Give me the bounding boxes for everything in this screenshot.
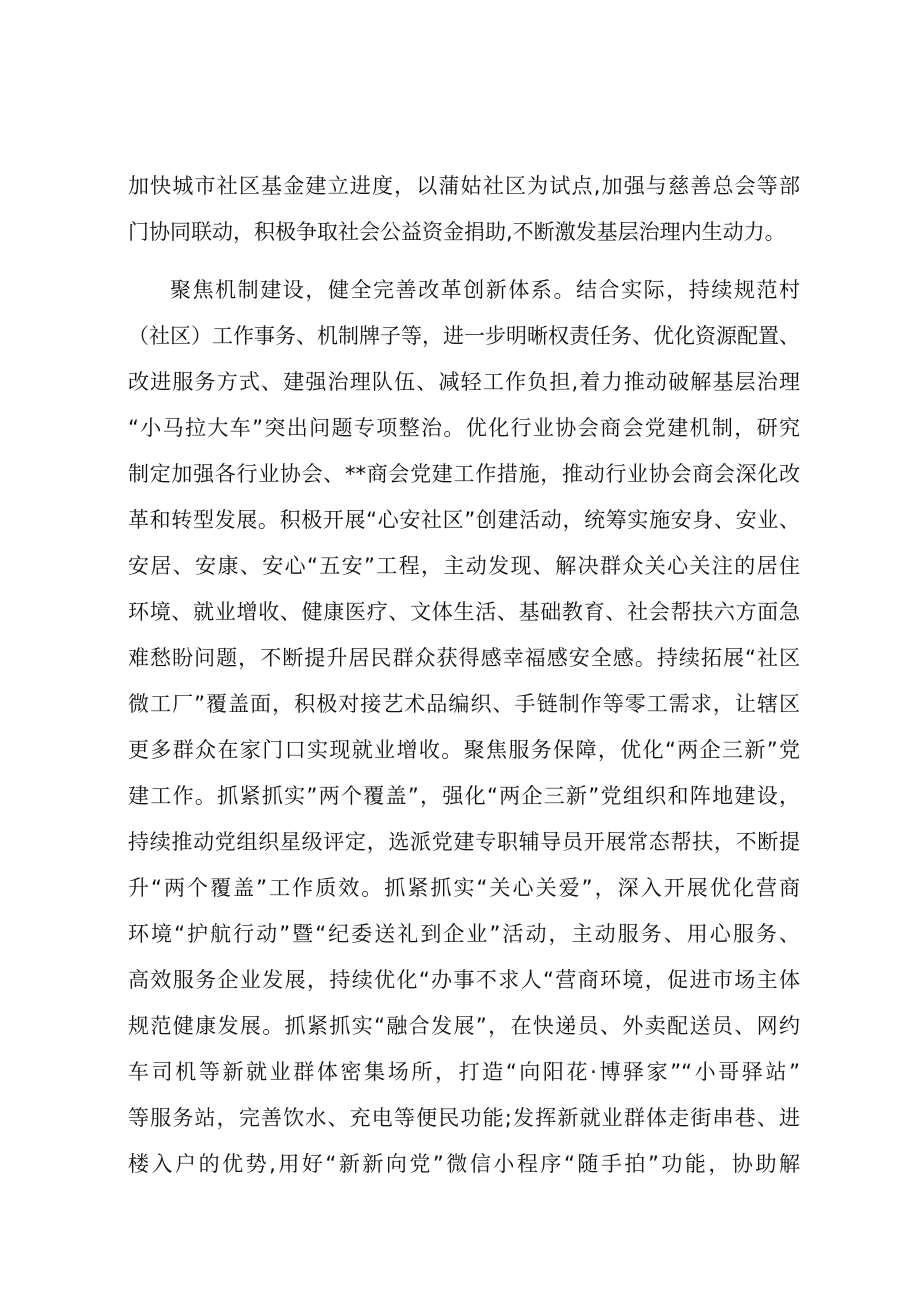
paragraph: [128, 163, 800, 255]
text-line: 改进服务方式、建强治理队伍、减轻工作负担,着力推动破解基层治理: [128, 370, 800, 394]
text-line: 制定加强各行业协会、**商会党建工作措施，推动行业协会商会深化改: [128, 462, 800, 486]
text-line: 车司机等新就业群体密集场所，打造“向阳花·博驿家”“小哥驿站”: [128, 1060, 800, 1084]
text-line: 升“两个覆盖”工作质效。抓紧抓实“关心关爱”，深入开展优化营商: [128, 876, 800, 900]
text-line: 建工作。抓紧抓实”两个覆盖”，强化“两企三新”党组织和阵地建设，: [128, 784, 800, 808]
body-text: [128, 163, 800, 1187]
text-line: 更多群众在家门口实现就业增收。聚焦服务保障，优化“两企三新”党: [128, 738, 800, 762]
text-line: 门协同联动，积极争取社会公益资金捐助,不断激发基层治理内生动力。: [128, 220, 786, 244]
text-line: 持续推动党组织星级评定，选派党建专职辅导员开展常态帮扶，不断提: [128, 830, 800, 854]
text-line: 环境“护航行动”暨“纪委送礼到企业”活动，主动服务、用心服务、: [128, 922, 800, 946]
text-line: 革和转型发展。积极开展“心安社区”创建活动，统筹实施安身、安业、: [128, 508, 800, 532]
text-line: 高效服务企业发展，持续优化“办事不求人“营商环境，促进市场主体: [128, 968, 800, 992]
text-line: 规范健康发展。抓紧抓实“融合发展”，在快递员、外卖配送员、网约: [128, 1014, 800, 1038]
text-line: “小马拉大车”突出问题专项整治。优化行业协会商会党建机制，研究: [128, 416, 800, 440]
text-line: 加快城市社区基金建立进度，以蒲姑社区为试点,加强与慈善总会等部: [128, 174, 800, 198]
text-line: 安居、安康、安心“五安”工程，主动发现、解决群众关心关注的居住: [128, 554, 800, 578]
text-line: （社区）工作事务、机制牌子等，进一步明晰权责任务、优化资源配置、: [128, 324, 800, 348]
paragraph: [128, 267, 800, 1187]
text-line: 环境、就业增收、健康医疗、文体生活、基础教育、社会帮扶六方面急: [128, 600, 800, 624]
text-line: 聚焦机制建设，健全完善改革创新体系。结合实际，持续规范村: [170, 278, 800, 302]
text-line: 难愁盼问题，不断提升居民群众获得感幸福感安全感。持续拓展“社区: [128, 646, 800, 670]
text-line: 楼入户的优势,用好“新新向党”微信小程序“随手拍”功能，协助解: [128, 1152, 800, 1176]
text-line: 微工厂”覆盖面，积极对接艺术品编织、手链制作等零工需求，让辖区: [128, 692, 800, 716]
text-line: 等服务站，完善饮水、充电等便民功能;发挥新就业群体走街串巷、进: [128, 1106, 800, 1130]
